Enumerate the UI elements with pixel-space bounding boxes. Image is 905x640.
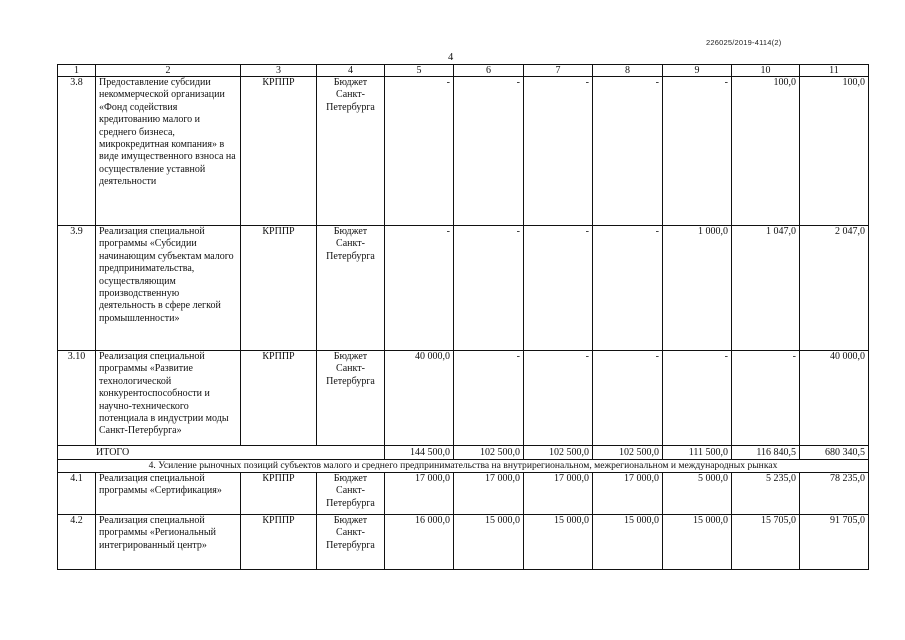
- total-value: 102 500,0: [454, 446, 524, 460]
- row-value: 5 000,0: [663, 473, 732, 515]
- row-agency: КРППР: [241, 473, 317, 515]
- column-header: 2: [96, 65, 241, 77]
- row-value: 15 000,0: [593, 515, 663, 570]
- row-value: 100,0: [732, 77, 800, 226]
- table-row: [58, 515, 869, 570]
- row-value: 15 000,0: [454, 515, 524, 570]
- row-funding-source: Бюджет Санкт-Петербурга: [317, 351, 385, 446]
- row-number: 4.2: [58, 515, 96, 570]
- column-header: 9: [663, 65, 732, 77]
- row-value: 1 000,0: [663, 226, 732, 351]
- row-value: 5 235,0: [732, 473, 800, 515]
- page-number: 4: [448, 52, 454, 63]
- row-value: -: [593, 77, 663, 226]
- row-value: 78 235,0: [800, 473, 869, 515]
- row-value: 40 000,0: [385, 351, 454, 446]
- row-agency: КРППР: [241, 515, 317, 570]
- section-header-row: [58, 460, 869, 473]
- total-value: 102 500,0: [593, 446, 663, 460]
- row-value: -: [454, 77, 524, 226]
- row-value: -: [385, 77, 454, 226]
- row-value: -: [663, 77, 732, 226]
- column-header: 11: [800, 65, 869, 77]
- row-agency: КРППР: [241, 226, 317, 351]
- row-funding-source: Бюджет Санкт-Петербурга: [317, 473, 385, 515]
- row-number: 3.9: [58, 226, 96, 351]
- row-value: 16 000,0: [385, 515, 454, 570]
- row-value: 17 000,0: [454, 473, 524, 515]
- total-value: 116 840,5: [732, 446, 800, 460]
- row-value: 15 000,0: [663, 515, 732, 570]
- table-row: [58, 77, 869, 226]
- row-value: 91 705,0: [800, 515, 869, 570]
- row-number: 3.10: [58, 351, 96, 446]
- row-value: 40 000,0: [800, 351, 869, 446]
- column-header: 3: [241, 65, 317, 77]
- column-header: 8: [593, 65, 663, 77]
- row-value: 100,0: [800, 77, 869, 226]
- column-header: 1: [58, 65, 96, 77]
- column-number-header-row: [58, 65, 869, 77]
- row-value: -: [524, 77, 593, 226]
- column-header: 4: [317, 65, 385, 77]
- row-description: Предоставление субсидии некоммерческой организации «Фонд содействия кредитованию малого и среднего бизнеса, микрокредитная компания» в виде имущественного взноса на осуществление уставной деятельности: [96, 77, 241, 226]
- row-value: 17 000,0: [593, 473, 663, 515]
- table-row: [58, 473, 869, 515]
- total-value: 102 500,0: [524, 446, 593, 460]
- total-row: [58, 446, 869, 460]
- table-row: [58, 351, 869, 446]
- row-number: 3.8: [58, 77, 96, 226]
- row-value: -: [385, 226, 454, 351]
- row-value: -: [524, 226, 593, 351]
- total-value: 680 340,5: [800, 446, 869, 460]
- row-number: 4.1: [58, 473, 96, 515]
- total-label: ИТОГО: [58, 446, 385, 460]
- table-row: [58, 226, 869, 351]
- row-value: 17 000,0: [524, 473, 593, 515]
- total-value: 144 500,0: [385, 446, 454, 460]
- row-funding-source: Бюджет Санкт-Петербурга: [317, 226, 385, 351]
- column-header: 5: [385, 65, 454, 77]
- total-value: 111 500,0: [663, 446, 732, 460]
- row-funding-source: Бюджет Санкт-Петербурга: [317, 77, 385, 226]
- document-registration-number: 226025/2019-4114(2): [706, 38, 782, 47]
- row-value: -: [593, 351, 663, 446]
- row-description: Реализация специальной программы «Региональный интегрированный центр»: [96, 515, 241, 570]
- row-value: 17 000,0: [385, 473, 454, 515]
- row-value: 15 705,0: [732, 515, 800, 570]
- column-header: 10: [732, 65, 800, 77]
- row-value: 15 000,0: [524, 515, 593, 570]
- row-description: Реализация специальной программы «Развитие технологической конкурентоспособности и научно-технического потенциала в индустрии моды Санкт-Петербурга»: [96, 351, 241, 446]
- row-value: -: [524, 351, 593, 446]
- row-value: 1 047,0: [732, 226, 800, 351]
- column-header: 6: [454, 65, 524, 77]
- row-description: Реализация специальной программы «Сертификация»: [96, 473, 241, 515]
- row-value: -: [454, 226, 524, 351]
- row-funding-source: Бюджет Санкт-Петербурга: [317, 515, 385, 570]
- row-value: -: [593, 226, 663, 351]
- row-value: -: [732, 351, 800, 446]
- row-description: Реализация специальной программы «Субсидии начинающим субъектам малого предпринимательства, осуществляющим производственную деятельность в сфере легкой промышленности»: [96, 226, 241, 351]
- row-agency: КРППР: [241, 77, 317, 226]
- section-title: 4. Усиление рыночных позиций субъектов малого и среднего предпринимательства на внутрирегиональном, межрегиональном и международных рынках: [58, 460, 869, 473]
- row-agency: КРППР: [241, 351, 317, 446]
- budget-table: [57, 64, 869, 570]
- row-value: -: [454, 351, 524, 446]
- row-value: -: [663, 351, 732, 446]
- row-value: 2 047,0: [800, 226, 869, 351]
- column-header: 7: [524, 65, 593, 77]
